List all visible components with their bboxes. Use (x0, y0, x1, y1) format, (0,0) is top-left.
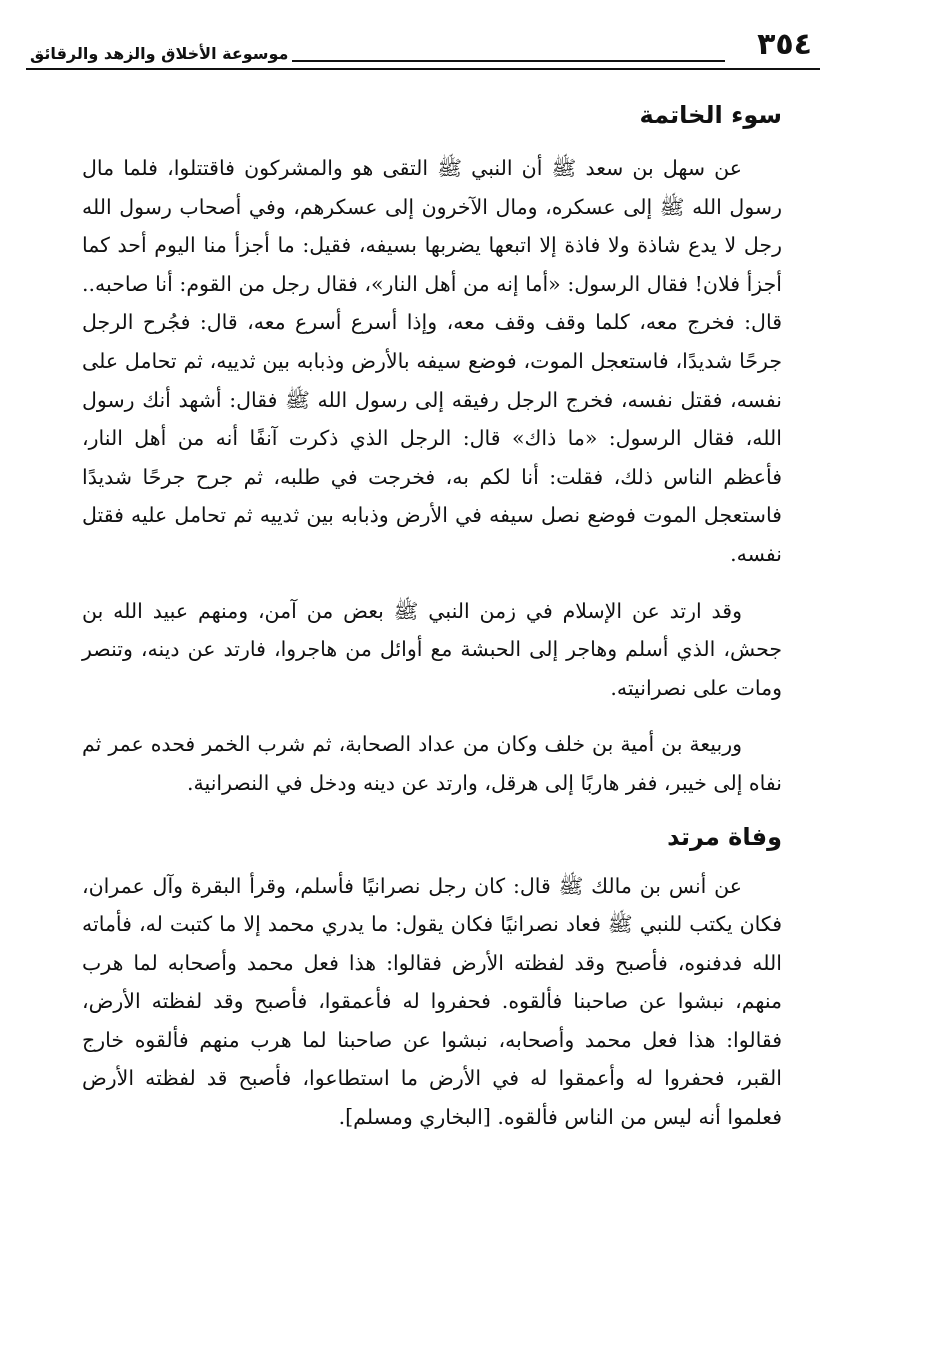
paragraph-apostates: وقد ارتد عن الإسلام في زمن النبي ﷺ بعض من آمن، ومنهم عبيد الله بن جحش، الذي أسلم وهاجر إلى الحبشة مع أوائل من هاجروا، فارتد عن دينه، وتنصر ومات على نصرانيته. (82, 598, 782, 700)
paragraph-rabia: وربيعة بن أمية بن خلف وكان من عداد الصحابة، ثم شرب الخمر فحده عمر ثم نفاه إلى خيبر، ففر هاربًا إلى هرقل، وارتد عن دينه ودخل في النصرانية. (82, 732, 782, 795)
page-content (82, 95, 782, 1155)
page-number: ٣٥٤ (757, 27, 812, 62)
book-title: موسوعة الأخلاق والزهد والرقائق (26, 42, 292, 66)
header-rule (260, 60, 725, 62)
header-underline (26, 68, 820, 70)
paragraph-sahl-hadith: عن سهل بن سعد ﷺ أن النبي ﷺ التقى هو والمشركون فاقتتلوا، فلما مال رسول الله ﷺ إلى عسكره، ومال الآخرون إلى عسكرهم، وفي أصحاب رسول الله رجل لا يدع شاذة ولا فاذة إلا اتبعها يضربها بسيفه، فقيل: ما أجزأ منا اليوم أحد كما أجزأ فلان! فقال الرسول: «أما إنه من أهل النار»، فقال رجل من القوم: أنا صاحبه.. قال: فخرج معه، كلما وقف وقف معه، وإذا أسرع أسرع معه، قال: فجُرح الرجل جرحًا شديدًا، فاستعجل الموت، فوضع سيفه بالأرض وذبابه بين ثدييه، ثم تحامل على نفسه، فقتل نفسه، فخرج الرجل رفيقه إلى رسول الله ﷺ فقال: أشهد أنك رسول الله، فقال الرسول: «ما ذاك» قال: الرجل الذي ذكرت آنفًا أنه من أهل النار، فأعظم الناس ذلك، فقلت: أنا لكم به، فخرجت في طلبه، ثم جرح جرحًا شديدًا فاستعجل الموت فوضع نصل سيفه في الأرض وذبابه بين ثدييه ثم تحامل عليه فقتل نفسه. (82, 156, 782, 566)
section-heading-bad-ending: سوء الخاتمة (639, 101, 782, 129)
section-heading-apostate-death: وفاة مرتد (667, 822, 782, 851)
running-head (20, 28, 820, 72)
paragraph-anas-hadith: عن أنس بن مالك ﷺ قال: كان رجل نصرانيًا فأسلم، وقرأ البقرة وآل عمران، فكان يكتب للنبي ﷺ فعاد نصرانيًا فكان يقول: ما يدري محمد إلا ما كتبت له، فأماته الله فدفنوه، فأصبح وقد لفظته الأرض فقالوا: هذا فعل محمد وأصحابه لما هرب منهم، نبشوا عن صاحبنا فألقوه. فحفروا له فأعمقوا، فأصبح وقد لفظته الأرض، فقالوا: هذا فعل محمد وأصحابه، نبشوا عن صاحبنا لما هرب منهم فألقوه خارج القبر، فحفروا له وأعمقوا له في الأرض ما استطاعوا، فأصبح قد لفظته الأرض فعلموا أنه ليس من الناس فألقوه. [البخاري ومسلم]. (82, 873, 782, 1130)
